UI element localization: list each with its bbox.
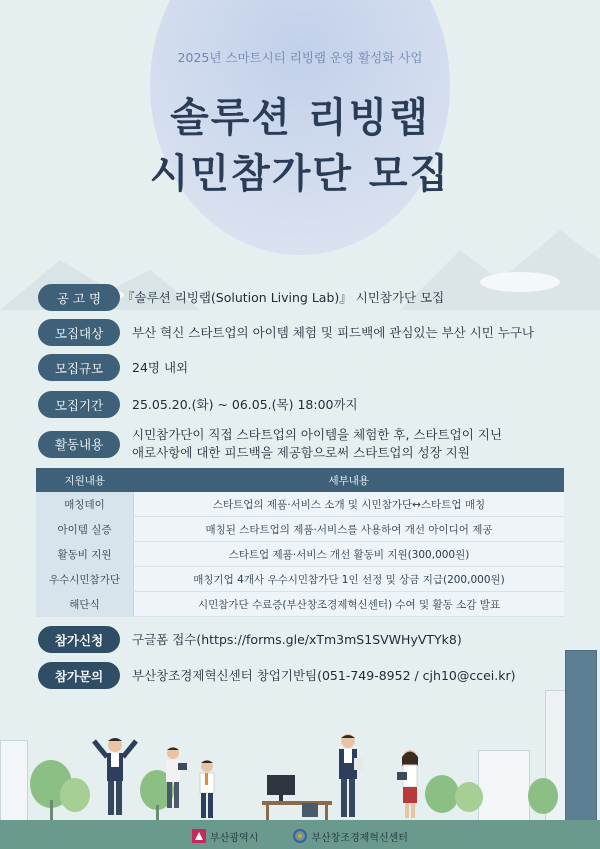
table-row: [36, 567, 564, 592]
info-value-line-1: 시민참가단이 직접 스타트업의 아이템을 체험한 후, 스타트업이 지닌: [132, 427, 502, 442]
desk-with-computer-icon: [262, 775, 332, 820]
table-cell: 해단식: [36, 592, 134, 617]
tree: [528, 778, 558, 814]
info-value: 24명 내외: [132, 359, 189, 375]
building-left: [0, 740, 28, 822]
tree-trunk: [156, 805, 159, 820]
info-value: 부산 혁신 스타트업의 아이템 체험 및 피드백에 관심있는 부산 시민 누구나: [132, 324, 534, 340]
table-cell: 매칭된 스타트업의 제품·서비스를 사용하여 개선 아이디어 제공: [134, 517, 565, 542]
tree: [425, 775, 459, 813]
table-cell: 스타트업 제품·서비스 개선 활동비 지원(300,000원): [134, 542, 565, 567]
busan-city-emblem-icon: [192, 829, 206, 843]
tree: [455, 782, 483, 812]
footer-logos: [0, 826, 600, 846]
table-row: [36, 542, 564, 567]
building-right-dark: [565, 650, 597, 822]
table-cell: 매칭기업 4개사 우수시민참가단 1인 선정 및 상금 지급(200,000원): [134, 567, 565, 592]
label-pill: 모집기간: [38, 391, 120, 418]
apply-row: [38, 626, 462, 653]
logo-text: 부산창조경제혁신센터: [311, 832, 408, 844]
table-row: [36, 517, 564, 542]
table-row: [36, 492, 564, 517]
contact-info: 부산창조경제혁신센터 창업기반팀(051-749-8952 / cjh10@ccei.kr): [132, 667, 516, 683]
info-row-period: [38, 391, 358, 418]
label-pill: 활동내용: [38, 431, 120, 458]
info-row-size: [38, 354, 188, 381]
person-cheering-icon: [90, 735, 140, 820]
project-subtitle: 2025년 스마트시티 리빙랩 운영 활성화 사업: [177, 50, 423, 65]
building-right-low: [478, 750, 530, 822]
woman-with-tablet-icon: [395, 748, 425, 820]
label-pill: 모집규모: [38, 354, 120, 381]
person-with-clipboard-icon: [330, 732, 366, 820]
contact-label: 참가문의: [38, 662, 120, 689]
label-pill: 모집대상: [38, 319, 120, 346]
table-cell: 시민참가단 수료증(부산창조경제혁신센터) 수여 및 활동 소감 발표: [134, 592, 565, 617]
info-row-activity: [38, 426, 502, 462]
person-on-phone-icon: [193, 758, 223, 820]
info-value-line-2: 애로사항에 대한 피드백을 제공함으로써 스타트업의 성장 지원: [132, 445, 470, 460]
contact-row: [38, 662, 516, 689]
title-line-1: 솔루션 리빙랩: [170, 95, 430, 141]
logo-text: 부산광역시: [210, 832, 259, 844]
table-header: 지원내용: [36, 468, 134, 492]
info-value: [132, 426, 502, 462]
ccei-logo: [293, 829, 408, 844]
label-pill: 공 고 명: [38, 284, 120, 311]
info-row-target: [38, 319, 534, 346]
info-row-announcement: [38, 284, 444, 311]
table-cell: 우수시민참가단: [36, 567, 134, 592]
ccei-emblem-icon: [293, 829, 307, 843]
table-cell: 매칭데이: [36, 492, 134, 517]
table-header-row: [36, 468, 564, 492]
info-value: 25.05.20.(화) ~ 06.05.(목) 18:00까지: [132, 396, 358, 412]
tree-trunk: [50, 800, 53, 820]
table-row: [36, 592, 564, 617]
table-header: 세부내용: [134, 468, 565, 492]
apply-label: 참가신청: [38, 626, 120, 653]
apply-link[interactable]: 구글폼 접수(https://forms.gle/xTm3mS1SVWHyVTYk8): [132, 631, 462, 647]
info-value: 『솔루션 리빙랩(Solution Living Lab)』 시민참가단 모집: [122, 289, 445, 305]
support-table: [36, 468, 564, 617]
busan-city-logo: [192, 829, 258, 844]
table-cell: 스타트업의 제품·서비스 소개 및 시민참가단↔스타트업 매칭: [134, 492, 565, 517]
tree: [60, 778, 90, 812]
person-with-tablet-icon: [160, 745, 190, 810]
table-cell: 활동비 지원: [36, 542, 134, 567]
title-line-2: 시민참가단 모집: [149, 151, 451, 197]
table-cell: 아이템 실증: [36, 517, 134, 542]
